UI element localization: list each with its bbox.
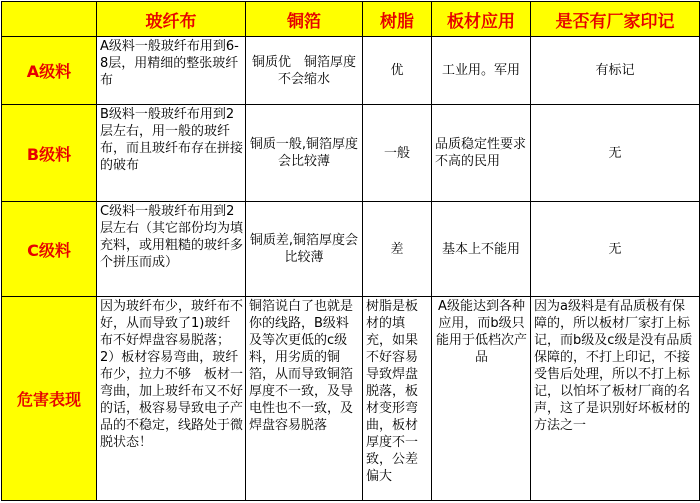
fiberglass-cell: B级料一般玻纤布用到2层左右，用一般的玻纤布，而且玻纤布存在拼接的破布	[97, 105, 246, 202]
header-copper-foil: 铜箔	[246, 2, 363, 37]
resin-cell: 一般	[363, 105, 432, 202]
mark-cell: 无	[531, 105, 700, 202]
header-fiberglass: 玻纤布	[97, 2, 246, 37]
row-label: 危害表现	[2, 297, 97, 501]
mark-cell: 有标记	[531, 37, 700, 105]
header-manufacturer-mark: 是否有厂家印记	[531, 2, 700, 37]
application-cell: 工业用。军用	[432, 37, 531, 105]
header-resin: 树脂	[363, 2, 432, 37]
fiberglass-cell: 因为玻纤布少，玻纤布不好，从而导致了1)玻纤布不好焊盘容易脱落；2）板材容易弯曲，玻纤布少，拉力不够 板材一弯曲，加上玻纤布又不好的话，极容易导致电子产品的不稳定，线路处于微脱状态！	[97, 297, 246, 501]
resin-cell: 优	[363, 37, 432, 105]
fiberglass-cell: A级料一般玻纤布用到6-8层，用精细的整张玻纤布	[97, 37, 246, 105]
row-label: A级料	[2, 37, 97, 105]
row-label: B级料	[2, 105, 97, 202]
application-cell: 基本上不能用	[432, 202, 531, 297]
table-row	[2, 297, 700, 501]
fiberglass-cell: C级料一般玻纤布用到2层左右（其它部份均为填充料，或用粗糙的玻纤多个拼压而成）	[97, 202, 246, 297]
table-row	[2, 105, 700, 202]
application-cell: A级能达到各种应用，而b级只能用于低档次产品	[432, 297, 531, 501]
resin-cell: 差	[363, 202, 432, 297]
copper-cell: 铜质优 铜箔厚度不会缩水	[246, 37, 363, 105]
mark-cell: 因为a级料是有品质极有保障的，所以板材厂家打上标记，而b级及c级是没有品质保障的，不打上印记，不接受售后处理，所以不打上标记，以怕坏了板材厂商的名声，这了是识别好坏板材的方法之一	[531, 297, 700, 501]
table-row	[2, 37, 700, 105]
pcb-grade-comparison-table	[1, 1, 700, 501]
application-cell: 品质稳定性要求不高的民用	[432, 105, 531, 202]
copper-cell: 铜质一般,铜箔厚度会比较薄	[246, 105, 363, 202]
row-label: C级料	[2, 202, 97, 297]
header-application: 板材应用	[432, 2, 531, 37]
copper-cell: 铜质差,铜箔厚度会比较薄	[246, 202, 363, 297]
header-corner	[2, 2, 97, 37]
resin-cell: 树脂是板材的填充，如果不好容易导致焊盘脱落，板材变形弯曲，板材厚度不一致，公差偏大	[363, 297, 432, 501]
table-row	[2, 202, 700, 297]
mark-cell: 无	[531, 202, 700, 297]
header-row	[2, 2, 700, 37]
copper-cell: 铜箔说白了也就是你的线路，B级料及等次更低的c级料，用劣质的铜箔，从而导致铜箔厚度不一致，及导电性也不一致，及焊盘容易脱落	[246, 297, 363, 501]
